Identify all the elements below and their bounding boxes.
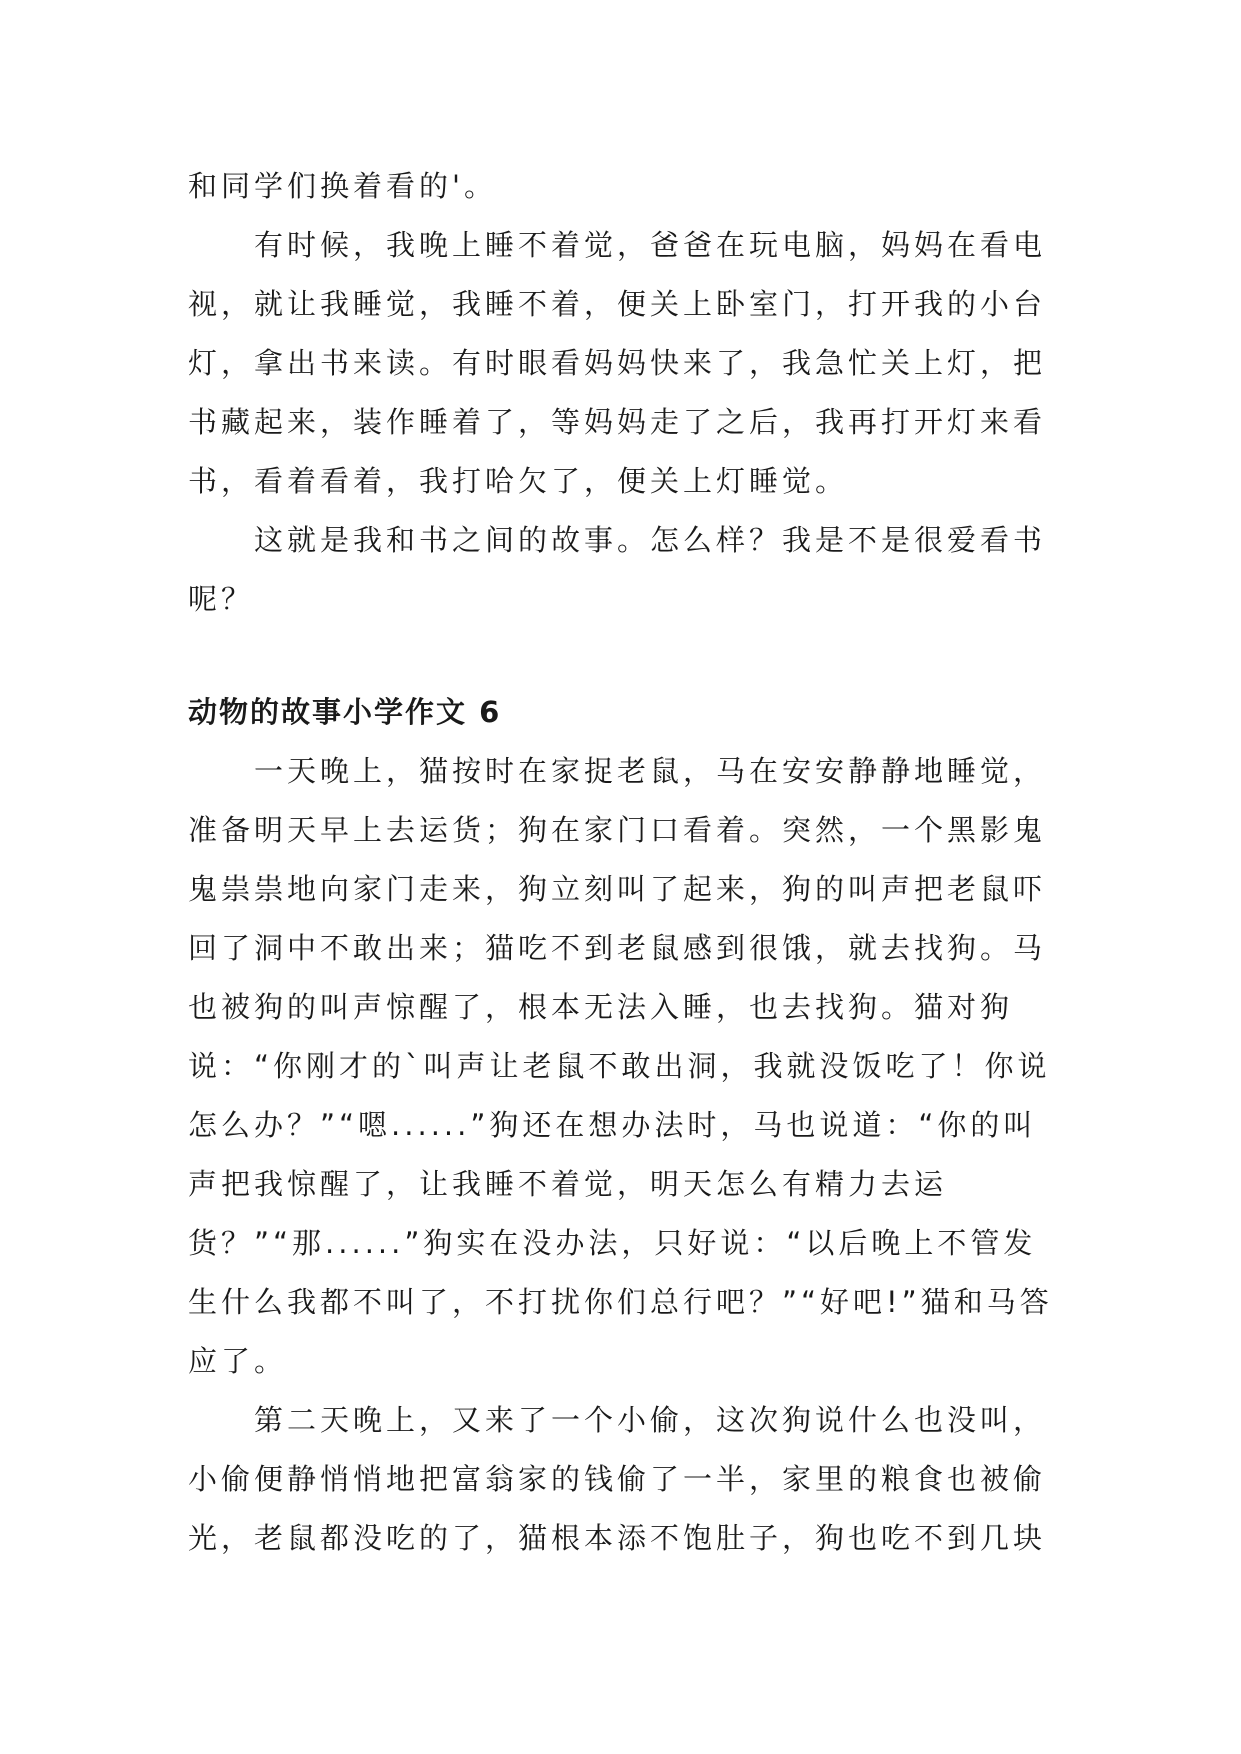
paragraph-story-night-one: 一天晚上，猫按时在家捉老鼠，马在安安静静地睡觉，准备明天早上去运货；狗在家门口看着。突然，一个黑影鬼鬼祟祟地向家门走来，狗立刻叫了起来，狗的叫声把老鼠吓回了洞中不敢出来；猫吃不到老鼠感到很饿，就去找狗。马也被狗的叫声惊醒了，根本无法入睡，也去找狗。猫对狗说：“你刚才的`叫声让老鼠不敢出洞，我就没饭吃了！你说怎么办？”“嗯......”狗还在想办法时，马也说道：“你的叫声把我惊醒了，让我睡不着觉，明天怎么有精力去运货？”“那......”狗实在没办法，只好说：“以后晚上不管发生什么我都不叫了，不打扰你们总行吧？”“好吧!”猫和马答应了。 <box>188 754 1053 1378</box>
document-body <box>188 157 1054 1568</box>
paragraph-story-night-two: 第二天晚上，又来了一个小偷，这次狗说什么也没叫，小偷便静悄悄地把富翁家的钱偷了一半，家里的粮食也被偷光，老鼠都没吃的了，猫根本添不饱肚子，狗也吃不到几块 <box>188 1403 1047 1555</box>
paragraph-conclusion: 这就是我和书之间的故事。怎么样？我是不是很爱看书呢？ <box>188 523 1047 616</box>
section-spacer <box>188 629 1054 683</box>
paragraph-continuation: 和同学们换着看的'。 <box>188 169 497 203</box>
section-title: 动物的故事小学作文 6 <box>188 695 502 729</box>
paragraph-night-reading: 有时候，我晚上睡不着觉，爸爸在玩电脑，妈妈在看电视，就让我睡觉，我睡不着，便关上卧室门，打开我的小台灯，拿出书来读。有时眼看妈妈快来了，我急忙关上灯，把书藏起来，装作睡着了，等妈妈走了之后，我再打开灯来看书，看着看着，我打哈欠了，便关上灯睡觉。 <box>188 228 1047 498</box>
